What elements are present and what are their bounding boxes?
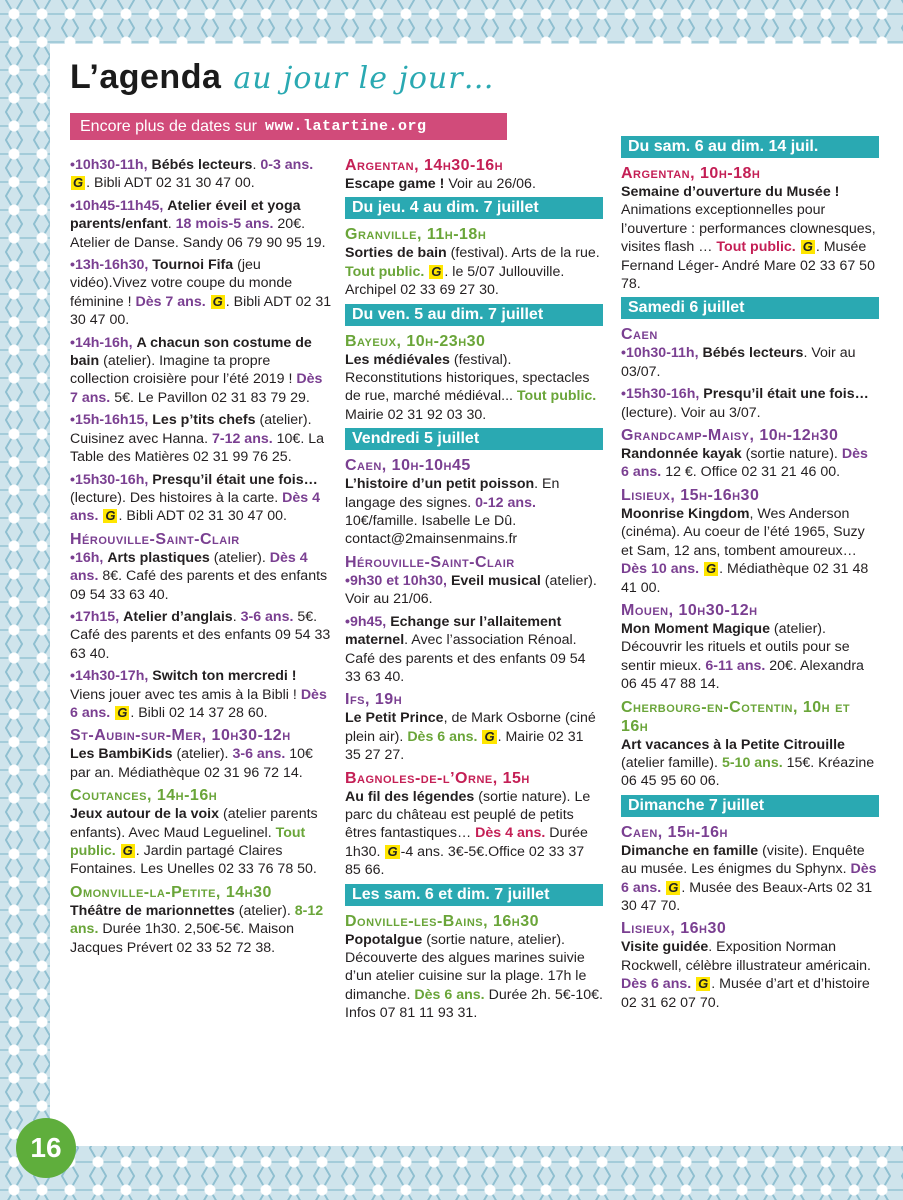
event-info: 10€. La Table des Matières 02 31 99 76 25. [70,430,324,466]
page-title [70,58,495,108]
event-entry [345,709,603,764]
date-header: Du ven. 5 au dim. 7 juillet [345,304,603,326]
free-badge: G [802,239,813,255]
place-heading: Ifs, 19h [345,691,403,709]
title-script: au jour le jour… [233,61,495,96]
event-desc: . Voir au 03/07. [621,345,856,380]
event-time: •15h30-16h, [621,386,700,403]
event-entry [621,620,879,694]
event-entry [345,788,603,880]
event-entry [70,608,332,663]
event-age: Tout public. [345,263,425,280]
event-age: Tout public. [70,824,306,859]
event-age: Tout public. [716,239,796,256]
event-info: Mairie 02 31 92 03 30. [345,406,487,423]
event-age: Dès 4 ans. [475,825,546,842]
event-desc: (atelier). Imagine ta propre collection croisière pour l’été 2019 ! [70,353,293,388]
place-heading: Caen [621,326,658,344]
place-heading: Granville, 11h-18h [345,226,487,244]
event-info: Voir au 26/06. [448,176,536,192]
event-info: -4 ans. 3€-5€.Office 02 33 37 85 66. [345,843,585,879]
event-info: Durée 2h. 5€-10€. Infos 07 81 11 93 31. [345,986,603,1022]
event-desc: (atelier). Voir au 21/06. [345,572,597,608]
event-info: 15€. Kréazine 06 45 95 60 06. [621,754,875,790]
event-title: Popotalgue [345,931,423,948]
place-heading: Argentan, 14h30-16h [345,157,504,174]
event-entry [345,244,603,299]
event-age: Dès 6 ans. [621,446,868,481]
event-title: Presqu’il était une fois… [152,471,318,488]
title-main: L’agenda [70,58,222,96]
event-title: Art vacances à la Petite Citrouille [621,736,845,753]
place-heading: Bagnoles-de-l’Orne, 15h [345,769,530,787]
event-age: 8-12 ans. [70,902,324,938]
event-title: Echange sur l’allaitement maternel [345,613,562,649]
event-age: Dès 7 ans. [135,293,206,310]
place-heading: Bayeux, 10h-23h30 [345,332,486,350]
event-title: Dimanche en famille [621,842,759,859]
event-title: A chacun son costume de bain [70,334,312,370]
event-desc: (atelier). Cuisinez avec Hanna. [70,412,312,447]
event-info: . Médiathèque 02 31 48 41 00. [621,561,869,596]
event-title: Au fil des légendes [345,788,475,805]
event-info: . Bibli 02 14 37 28 60. [130,704,268,721]
date-header: Du sam. 6 au dim. 14 juil. [621,136,879,158]
free-badge: G [105,508,116,524]
event-desc: Animations exceptionnelles pour l’ouverture : performances clownesques, visites flash … [621,202,876,256]
event-time: •9h45, [345,613,387,630]
event-title: Mon Moment Magique [621,620,770,637]
event-entry [70,902,332,957]
event-age: Dès 7 ans. [70,371,323,406]
free-badge: G [668,879,679,895]
event-entry [345,572,603,609]
event-time: •15h30-16h, [70,471,149,488]
event-desc: (lecture). Des histoires à la carte. [70,489,279,506]
event-entry [621,938,879,1012]
event-title: Tournoi Fifa [152,257,234,274]
date-header: Samedi 6 juillet [621,297,879,319]
event-entry [621,344,879,381]
event-age: Dès 6 ans. [414,986,485,1003]
event-entry [345,175,603,193]
event-entry [70,471,332,526]
event-age: 6-11 ans. [705,657,766,674]
event-entry [70,256,332,330]
place-heading: Argentan, 10h-18h [621,165,761,182]
event-sep: . [167,216,172,233]
event-desc: (atelier famille). [621,754,718,771]
event-info: 5€. Le Pavillon 02 31 83 79 29. [114,389,310,406]
event-sep: . [252,157,257,173]
event-info: . Bibli ADT 02 31 30 47 00. [86,175,255,192]
event-info: . le 5/07 Jullouville. Archipel 02 33 69 27 30. [345,263,565,299]
event-info: Durée 1h30. 2,50€-5€. Maison Jacques Prévert 02 33 52 72 38. [70,921,294,956]
event-desc: , Wes Anderson (cinéma). Au coeur de l’été 1965, Suzy et Sam, 12 ans, tombent amoureux… [621,505,865,559]
event-title: Théâtre de marionnettes [70,902,235,919]
column-1 [70,156,332,961]
event-info: . Jardin partagé Claires Fontaines. Les Unelles 02 33 76 78 50. [70,843,317,878]
place-heading: Grandcamp-Maisy, 10h-12h30 [621,427,839,445]
event-age: Dès 6 ans. [407,728,478,745]
place-heading: Donville-les-Bains, 16h30 [345,912,540,930]
event-title: L’histoire d’un petit poisson [345,476,535,493]
place-heading: Mouen, 10h30-12h [621,601,758,619]
event-desc: (lecture). Voir au 3/07. [621,404,761,421]
event-desc: (sortie nature). [745,446,838,463]
event-entry [621,842,879,916]
event-age: 18 mois-5 ans. [175,216,274,233]
event-title: Semaine d’ouverture du Musée ! [621,184,840,200]
event-age: 7-12 ans. [211,430,273,447]
free-badge: G [698,976,709,992]
event-info: 10€/famille. Isabelle Le Dû. contact@2mainsenmains.fr [345,513,518,548]
free-badge: G [73,175,84,191]
event-time: •10h30-11h, [70,157,148,173]
place-heading: Omonville-la-Petite, 14h30 [70,883,272,901]
event-info: 8€. Café des parents et des enfants 09 54 33 63 40. [70,568,328,603]
event-entry [621,385,879,422]
event-time: •10h30-11h, [621,345,699,362]
event-sep: . [232,608,237,625]
event-entry [70,411,332,466]
event-entry [621,505,879,597]
event-info: 12 €. Office 02 31 21 46 00. [665,464,841,481]
event-info: 5€. Café des parents et des enfants 09 54 33 63 40. [70,608,331,662]
event-title: Atelier d’anglais [123,608,233,625]
event-title: Visite guidée [621,939,709,956]
event-time: •9h30 et 10h30, [345,572,447,589]
page-number: 16 [16,1118,76,1178]
event-desc: (sortie nature, atelier). Découverte des algues marines suivie d’un atelier cuisine sur la plage. 17h le dimanche. [345,931,587,1003]
event-entry [621,445,879,482]
event-desc: . Avec l’association Rénoal. Café des parents et des enfants 09 54 33 63 40. [345,632,586,685]
event-title: Randonnée kayak [621,446,742,463]
event-age: 3-6 ans. [232,746,286,763]
event-title: Escape game ! [345,176,445,192]
event-desc: (visite). Enquête au musée. Les énigmes du Sphynx. [621,842,865,878]
event-desc: (festival). Reconstitutions historiques, spectacles de rue, marché médiéval... [345,351,590,405]
event-entry [345,931,603,1023]
banner-url-link[interactable]: www.latartine.org [265,118,427,135]
place-heading: Lisieux, 15h-16h30 [621,486,760,504]
event-info: 20€. Alexandra 06 45 47 88 14. [621,657,864,693]
event-desc: . Exposition Norman Rockwell, célèbre illustrateur américain. [621,939,871,974]
event-age: 5-10 ans. [721,754,783,771]
place-heading: Caen, 10h-10h45 [345,457,471,475]
event-desc: (atelier). Découvrir les rituels et outils pour se sentir mieux. [621,620,850,674]
event-time: •14h-16h, [70,334,133,351]
event-entry [70,156,332,193]
event-title: Les médiévales [345,351,450,368]
event-entry [345,351,603,425]
event-info: Durée 1h30. [345,825,588,860]
event-time: •10h45-11h45, [70,197,164,214]
free-badge: G [431,263,442,279]
event-entry [70,549,332,604]
event-entry [345,613,603,687]
place-heading: Hérouville-Saint-Clair [345,553,515,571]
date-header: Du jeu. 4 au dim. 7 juillet [345,197,603,219]
event-age: Dès 4 ans. [70,549,308,585]
event-desc: (atelier). [213,549,266,566]
event-age: Dès 6 ans. [621,861,877,896]
event-age: Dès 10 ans. [621,561,700,578]
event-age: 0-12 ans. [475,494,536,511]
event-title: Arts plastiques [107,549,210,566]
date-header: Dimanche 7 juillet [621,795,879,817]
website-banner [70,113,507,140]
event-info: . Bibli ADT 02 31 30 47 00. [70,293,332,329]
event-info: . Mairie 02 31 35 27 27. [345,728,584,764]
event-desc: (atelier). [238,902,291,919]
event-title: Le Petit Prince [345,710,444,727]
banner-text: Encore plus de dates sur [80,117,257,135]
event-age: Dès 6 ans. [70,686,327,721]
event-age: Tout public. [516,388,597,405]
event-entry [345,475,603,549]
free-badge: G [122,843,133,858]
event-entry [621,183,879,293]
event-info: 20€. Atelier de Danse. Sandy 06 79 90 95 19. [70,216,326,251]
event-entry [621,736,879,791]
event-desc: Viens jouer avec tes amis à la Bibli ! [70,686,297,703]
event-title: Bébés lecteurs [702,345,804,362]
place-heading: Hérouville-Saint-Clair [70,530,240,548]
place-heading: St-Aubin-sur-Mer, 10h30-12h [70,727,291,745]
event-time: •13h-16h30, [70,257,149,274]
place-heading: Lisieux, 16h30 [621,920,727,938]
event-desc: (atelier). [176,746,229,763]
event-title: Les p’tits chefs [152,412,256,429]
place-heading: Cherbourg-en-Cotentin, 10h et 16h [621,698,851,735]
event-info: 10€ par an. Médiathèque 02 31 96 72 14. [70,746,313,781]
event-entry [70,197,332,252]
event-age: Dès 4 ans. [70,489,320,525]
event-title: Les BambiKids [70,746,173,763]
event-time: •14h30-17h, [70,668,149,685]
event-time: •16h, [70,549,104,566]
free-badge: G [484,728,495,744]
date-header: Vendredi 5 juillet [345,428,603,450]
event-age: 0-3 ans. [260,157,314,173]
place-heading: Caen, 15h-16h [621,823,728,841]
event-title: Presqu’il était une fois… [703,386,869,403]
event-age: 3-6 ans. [240,608,294,625]
event-entry [70,745,332,782]
event-title: Jeux autour de la voix [70,806,220,823]
event-title: Atelier éveil et yoga parents/enfant [70,197,301,233]
event-desc: (atelier parents enfants). Avec Maud Leguelinel. [70,806,318,841]
event-info: . Musée Fernand Léger- André Mare 02 33 67 50 78. [621,239,875,293]
free-badge: G [212,293,223,309]
event-time: •17h15, [70,608,120,625]
event-desc: , de Mark Osborne (ciné plein air). [345,710,596,745]
free-badge: G [117,704,128,720]
place-heading: Coutances, 14h-16h [70,787,218,805]
event-desc: (sortie nature). Le parc du château est peuplé de petits êtres fantastiques… [345,788,591,842]
event-desc: . En langage des signes. [345,476,560,511]
event-title: Switch ton mercredi ! [152,668,297,685]
event-entry [70,667,332,722]
column-3 [621,136,879,1016]
event-info: . Bibli ADT 02 31 30 47 00. [118,508,287,525]
event-age: Dès 6 ans. [621,976,692,993]
event-info: . Musée d’art et d’histoire 02 31 62 07 70. [621,976,870,1011]
event-title: Sorties de bain [345,245,447,262]
column-2 [345,156,603,1027]
event-desc: (jeu vidéo).Vivez votre coupe du monde féminine ! [70,257,293,310]
event-title: Moonrise Kingdom [621,505,750,522]
event-title: Eveil musical [450,572,541,589]
event-info: . Musée des Beaux-Arts 02 31 30 47 70. [621,879,873,914]
event-entry [70,805,332,879]
event-title: Bébés lecteurs [151,157,253,173]
event-desc: (festival). Arts de la rue. [450,245,600,262]
date-header: Les sam. 6 et dim. 7 juillet [345,884,603,906]
event-time: •15h-16h15, [70,412,149,429]
event-entry [70,334,332,408]
free-badge: G [387,843,398,859]
free-badge: G [706,561,717,577]
